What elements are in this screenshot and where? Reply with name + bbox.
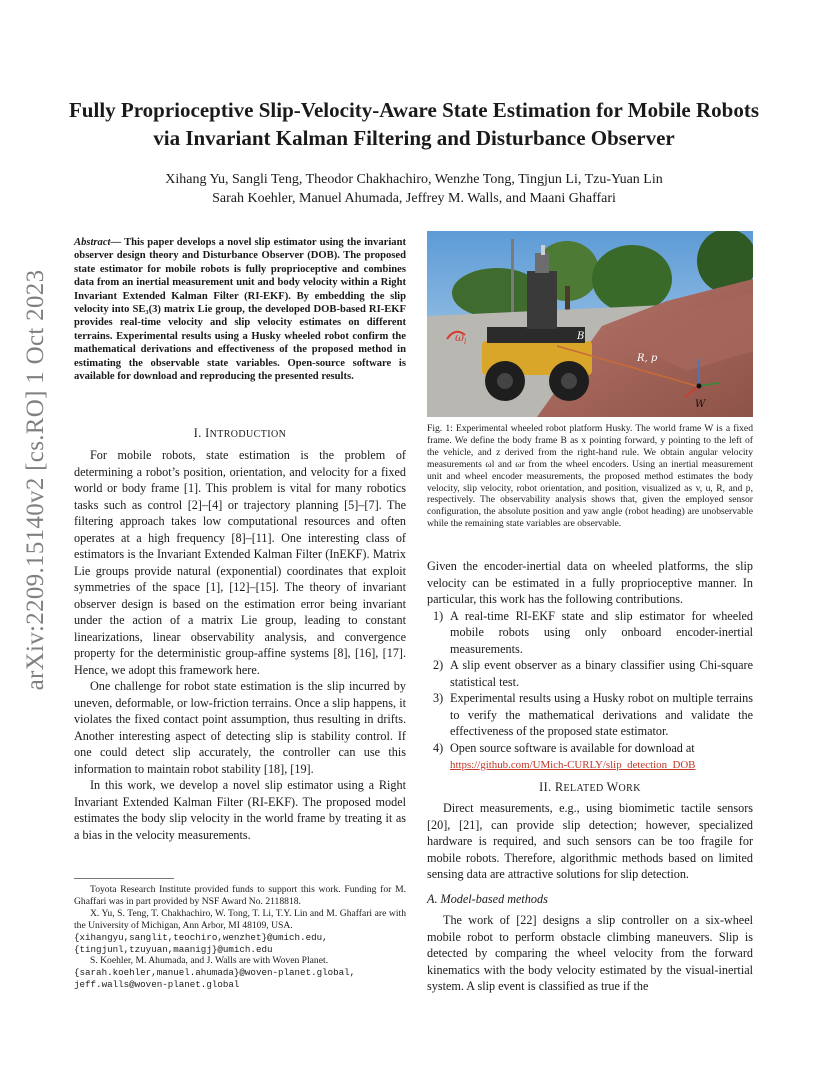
light-pole <box>511 239 514 319</box>
intro-paragraph: For mobile robots, state estimation is the problem of determining a robot’s position, orientation, and velocity for a fixed world or body frame [1]. This problem is vital for many robotics tasks such as control [2]–[4] or trajectory planning [5]–[7]. The filtering approach takes low computational resources and often operates at a high frequency [8]–[11]. One interesting class of estimators is the Invariant Extended Kalman Filter (InEKF). Matrix Lie groups provide natural (exponential) coordinates that exploit symmetries of the space [1], [12]–[15]. The theory of invariant observer design is based on the estimation error being invariant under the action of a matrix Lie group, leading to constant linearizations, linear observability analysis, and convergence property for the deterministic group-affine systems [8], [16], [17]. Hence, we adopt this framework here. <box>74 448 406 677</box>
footnote-funding: Toyota Research Institute provided funds to support this work. Funding for M. Ghaffari was in part provided by NSF Award No. 2118818. <box>74 884 406 907</box>
authors-line-2: Sarah Koehler, Manuel Ahumada, Jeffrey M. Walls, and Maani Ghaffari <box>212 191 616 206</box>
list-item: 1) A real-time RI-EKF state and slip estimator for wheeled mobile robots using only onboard encoder-inertial measurements. <box>433 608 753 656</box>
paper-title: Fully Proprioceptive Slip-Velocity-Aware State Estimation for Mobile Robots via Invariant Kalman Filtering and Disturbance Observer <box>68 98 760 150</box>
list-item: 3) Experimental results using a Husky robot on multiple terrains to verify the mathematical derivations and validate the effectiveness of the proposed state estimator. <box>433 691 753 738</box>
contributions-intro: Given the encoder-inertial data on wheeled platforms, the slip velocity can be estimated in a fully proprioceptive manner. In particular, this work has the following contributions. <box>427 559 753 606</box>
section-heading-related-work: II. RELATED WORK <box>539 780 641 794</box>
contributions-list <box>427 608 753 774</box>
right-column-body <box>427 558 753 774</box>
section-heading-introduction: I. INTRODUCTION <box>193 426 287 440</box>
footnote-rule <box>74 878 174 879</box>
footnote-email-woven: {sarah.koehler,manuel.ahumada}@woven-planet.global, jeff.walls@woven-planet.global <box>74 967 356 991</box>
authors-line-1: Xihang Yu, Sangli Teng, Theodor Chakhachiro, Wenzhe Tong, Tingjun Li, Tzu-Yuan Lin <box>165 172 663 187</box>
list-item: 2) A slip event observer as a binary classifier using Chi-square statistical test. <box>433 658 753 689</box>
list-item: 4) Open source software is available for download at https://github.com/UMich-CURLY/slip_detection_DOB <box>433 740 696 771</box>
abstract-label: Abstract <box>74 237 111 248</box>
arxiv-stamp: arXiv:2209.15140v2 [cs.RO] 1 Oct 2023 <box>22 269 49 691</box>
world-origin-icon <box>697 384 702 389</box>
robot-photo-illustration <box>427 231 753 417</box>
footnote-email-umich: {xihangyu,sanglit,teochiro,wenzhet}@umich.edu, {tingjunl,tzuyuan,maanigj}@umich.edu <box>74 931 328 955</box>
world-frame-label: W <box>695 399 706 410</box>
footnotes <box>74 884 406 991</box>
figure-robot-photo <box>427 231 753 417</box>
related-work-body <box>427 800 753 883</box>
repo-link[interactable]: https://github.com/UMich-CURLY/slip_detection_DOB <box>450 759 696 771</box>
omega-label: $\omega_l$ <box>455 331 467 346</box>
footnote-affiliation-umich: X. Yu, S. Teng, T. Chakhachiro, W. Tong, T. Li, T.Y. Lin and M. Ghaffari are with the University of Michigan, Ann Arbor, MI 48109, USA. <box>74 907 406 931</box>
footnote-affiliation-woven: S. Koehler, M. Ahumada, and J. Walls are with Woven Planet. <box>90 955 329 967</box>
related-paragraph: Direct measurements, e.g., using biomimetic tactile sensors [20], [21], can provide slip detection; however, specialized hardware is required, and such sensors can be too fragile for mobile robots. Therefore, algorithmic methods based on limited sensing data are attractive solutions for slip detection. <box>427 801 753 881</box>
introduction-body <box>74 447 406 843</box>
abstract <box>74 236 406 383</box>
tree-icon <box>592 245 672 313</box>
abstract-text: — This paper develops a novel slip estimator using the invariant observer design theory and Disturbance Observer (DOB). The proposed state estimator for mobile robots is fully proprioceptive and combines data from an inertial measurement unit and body velocity within a Right Invariant Extended Kalman Filter (RI-EKF). By embedding the slip velocity into SE₃(3) matrix Lie group, the developed DOB-based RI-EKF provides real-time velocity and slip velocity estimates on different terrains. Experimental results using a Husky wheeled robot confirm the mathematical derivations and effectiveness of the proposed method in estimating the observable state variables. Open-source software is available for download and reproducing the presented results. <box>74 237 406 383</box>
related-paragraph: The work of [22] designs a slip controller on a six-wheel mobile robot to perform obstacle climbing maneuvers. Slip is detected by comparing the wheel velocity from the forward kinematics with the body velocity estimated by the visual-inertial system. A slip event is classified as true if the <box>427 913 753 993</box>
intro-paragraph: In this work, we develop a novel slip estimator using a Right Invariant Extended Kalman Filter (RI-EKF). The proposed model estimates the body slip velocity in the world frame by treating it as a bias in the velocity measurements. <box>74 778 406 842</box>
figure-caption: Fig. 1: Experimental wheeled robot platform Husky. The world frame W is a fixed frame. We define the body frame B as x pointing forward, y pointing to the left of the vehicle, and z derived from the right-hand rule. We obtain angular velocity measurements ωl and ωr from the wheel encoders. Using an inertial measurement unit and wheel encoder measurements, the proposed method estimates the body velocity, slip velocity, robot orientation, and position, visualized as v, u, R, and p, respectively. The observability analysis shows that, given the employed sensor configuration, the absolute position and yaw angle (robot heading) are unobservable while the remaining state variables are observable. <box>427 423 753 530</box>
body-frame-label: B <box>577 331 585 342</box>
lidar-sensor <box>535 253 549 273</box>
rotation-position-label: R, p <box>637 353 658 364</box>
subsection-heading-model-based: A. Model-based methods <box>427 892 548 906</box>
intro-paragraph: One challenge for robot state estimation is the slip incurred by uneven, deformable, or low-friction terrains. Once a slip happens, it violates the fixed contact point assumption, thus resulting in drifts. Another interesting aspect of detecting slip is stability control. If one could detect slip accurately, the controller can use this information to maintain robot stability [18], [19]. <box>74 679 406 776</box>
model-based-body <box>427 912 753 995</box>
